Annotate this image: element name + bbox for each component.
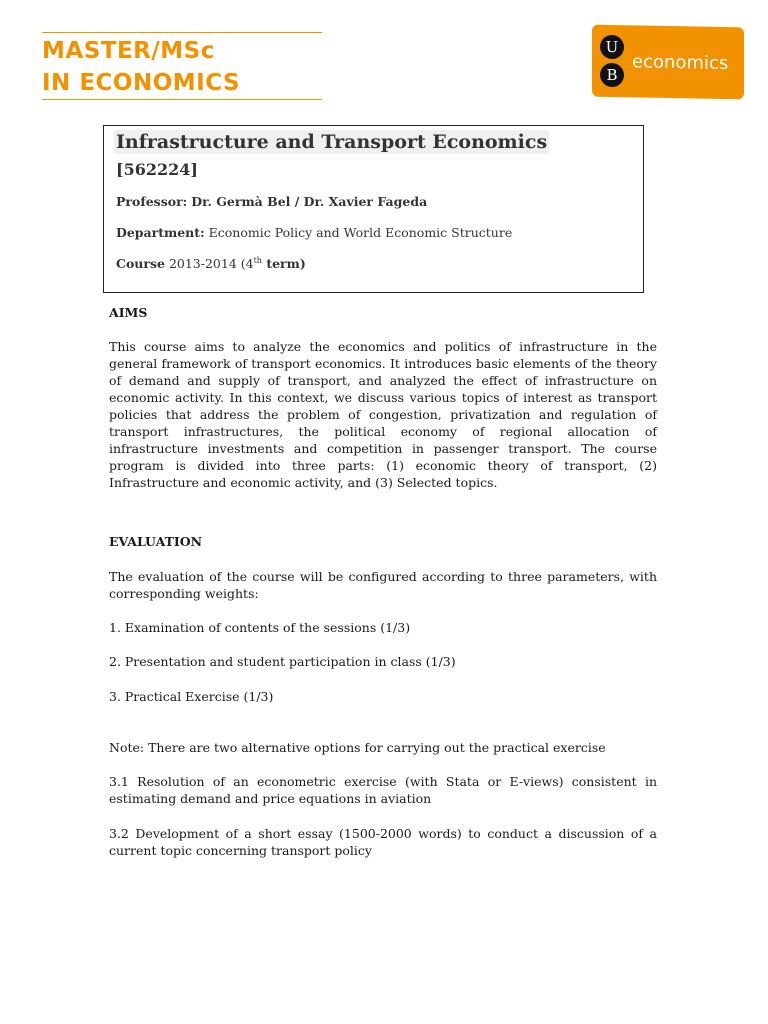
aims-heading: AIMS [109, 305, 148, 320]
course-term-superscript: th [253, 256, 262, 265]
professor-value: Dr. Germà Bel / Dr. Xavier Fageda [191, 194, 428, 209]
logo-wordmark: economics [632, 51, 729, 75]
program-title-line1: MASTER/MSc [42, 38, 215, 64]
department-line [116, 225, 512, 240]
course-term-line [116, 256, 306, 271]
practical-option-1: 3.1 Resolution of an econometric exercise (with Stata or E-views) consistent in estimating demand and price equations in aviation [109, 774, 657, 806]
logo-letter-u: U [600, 35, 624, 59]
logo-letter-b: B [600, 63, 624, 87]
course-label: Course [116, 256, 165, 272]
aims-paragraph: This course aims to analyze the economics and politics of infrastructure in the general framework of transport economics. It introduces basic elements of the theory of demand and supply of transport, and analyzed the effect of infrastructure on economic activity. In this context, we discuss various topics of interest as transport policies that address the problem of congestion, privatization and regulation of transport infrastructures, the political economy of regional allocation of infrastructure investments and competition in passenger transport. The course program is divided into three parts: (1) economic theory of transport, (2) Infrastructure and economic activity, and (3) Selected topics. [109, 339, 657, 490]
evaluation-item-3: 3. Practical Exercise (1/3) [109, 689, 274, 704]
course-info-box [103, 125, 644, 293]
evaluation-heading: EVALUATION [109, 534, 203, 549]
course-years: 2013-2014 (4 [168, 256, 254, 272]
program-title-line2: IN ECONOMICS [42, 70, 241, 96]
professor-label: Professor: [116, 194, 188, 209]
ub-economics-logo [592, 25, 744, 100]
program-masthead [42, 32, 322, 100]
department-value: Economic Policy and World Economic Structure [208, 225, 513, 240]
course-title: Infrastructure and Transport Economics [116, 131, 548, 153]
practical-note: Note: There are two alternative options for carrying out the practical exercise [109, 740, 606, 755]
masthead-bottom-rule [42, 99, 322, 100]
masthead-top-rule [42, 32, 322, 33]
practical-option-2: 3.2 Development of a short essay (1500-2000 words) to conduct a discussion of a current topic concerning transport policy [109, 826, 657, 858]
evaluation-item-1: 1. Examination of contents of the sessions (1/3) [109, 620, 411, 635]
course-term-rest: term) [261, 256, 306, 272]
department-label: Department: [116, 225, 205, 240]
professor-line [116, 194, 427, 209]
course-code: [562224] [116, 160, 198, 179]
evaluation-item-2: 2. Presentation and student participation in class (1/3) [109, 654, 456, 669]
evaluation-intro: The evaluation of the course will be configured according to three parameters, with corresponding weights: [109, 569, 657, 601]
